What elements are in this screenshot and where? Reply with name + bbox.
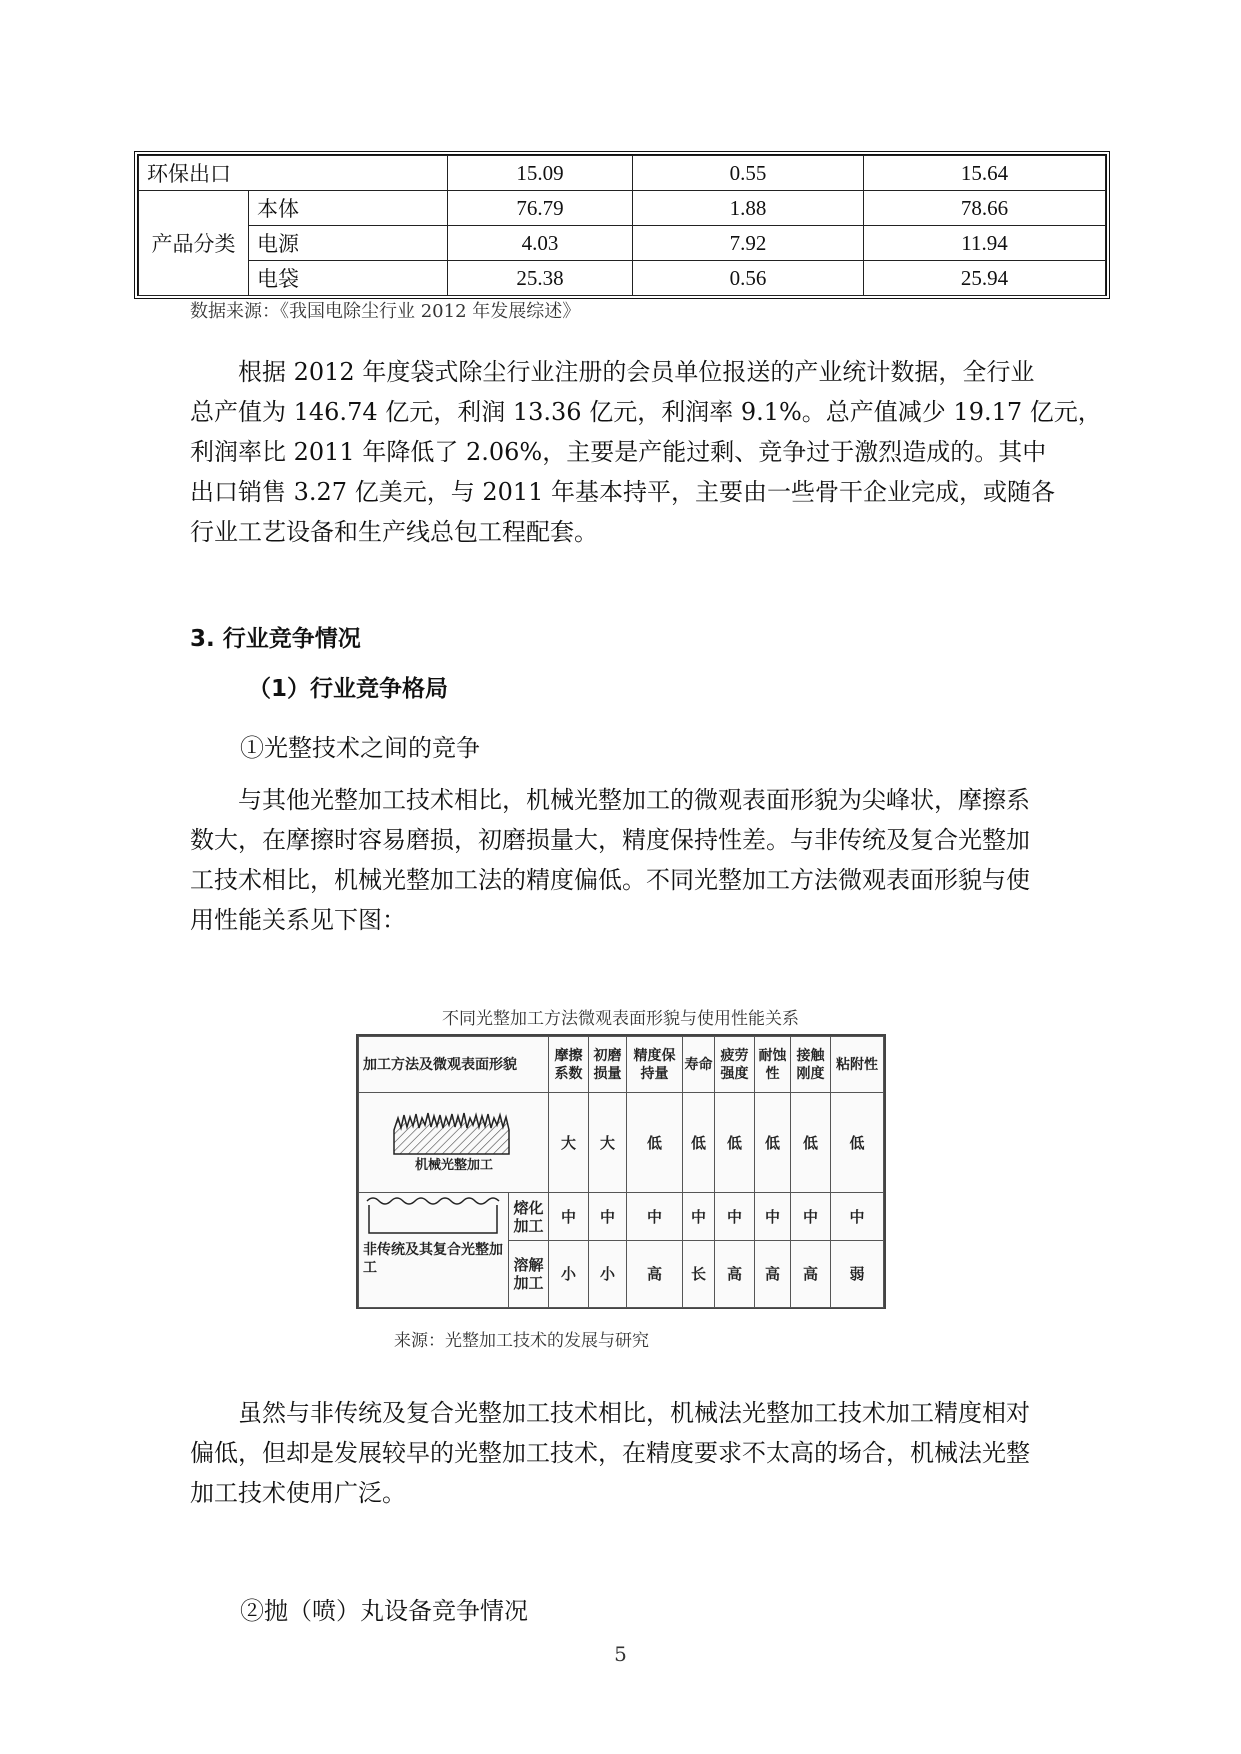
nontraditional-surface-cell [359, 1193, 509, 1308]
sub-row-label: 熔化加工 [509, 1193, 549, 1241]
table-cell: 0.55 [633, 156, 864, 191]
figure-header: 初磨损量 [589, 1037, 627, 1093]
paragraph-line: 与其他光整加工技术相比，机械光整加工的微观表面形貌为尖峰状，摩擦系 [238, 786, 1030, 814]
figure-header: 摩擦系数 [549, 1037, 589, 1093]
paragraph-line: 偏低，但却是发展较早的光整加工技术，在精度要求不太高的场合，机械法光整 [190, 1439, 1030, 1467]
paragraph-industry-output [190, 352, 1102, 552]
group-label: 产品分类 [139, 191, 249, 296]
row-label: 电袋 [249, 261, 448, 296]
figure-cell: 高 [627, 1241, 683, 1308]
figure-row-mechanical [359, 1093, 884, 1193]
figure-header: 精度保持量 [627, 1037, 683, 1093]
section-heading: 3. 行业竞争情况 [190, 626, 361, 652]
table-cell: 25.38 [448, 261, 633, 296]
nontraditional-label: 非传统及其复合光整加工 [363, 1242, 503, 1276]
table-source-note: 数据来源：《我国电除尘行业 2012 年发展综述》 [190, 301, 581, 322]
figure-header-row [359, 1037, 884, 1093]
table-row [139, 261, 1106, 296]
table-cell: 1.88 [633, 191, 864, 226]
row-label: 电源 [249, 226, 448, 261]
figure-header-first: 加工方法及微观表面形貌 [359, 1037, 549, 1093]
paragraph-line: 加工技术使用广泛。 [190, 1479, 406, 1507]
table-cell: 11.94 [864, 226, 1106, 261]
paragraph-line: 工技术相比，机械光整加工法的精度偏低。不同光整加工方法微观表面形貌与使 [190, 866, 1030, 894]
figure-cell: 低 [755, 1093, 791, 1193]
paragraph-line: 出口销售 3.27 亿美元，与 2011 年基本持平，主要由一些骨干企业完成，或随各 [190, 478, 1056, 506]
row-label: 本体 [249, 191, 448, 226]
figure-cell: 低 [791, 1093, 831, 1193]
figure-cell: 中 [589, 1193, 627, 1241]
table-row [139, 156, 1106, 191]
row-label: 环保出口 [139, 156, 448, 191]
table-cell: 76.79 [448, 191, 633, 226]
figure-cell: 大 [549, 1093, 589, 1193]
figure-cell: 小 [549, 1241, 589, 1308]
figure-cell: 低 [715, 1093, 755, 1193]
page-number: 5 [614, 1642, 627, 1666]
figure-header: 耐蚀性 [755, 1037, 791, 1093]
paragraph-line: 总产值为 146.74 亿元，利润 13.36 亿元，利润率 9.1%。总产值减少 19.17 亿元， [190, 398, 1102, 426]
table-cell: 4.03 [448, 226, 633, 261]
figure-source-note: 来源：光整加工技术的发展与研究 [394, 1331, 649, 1351]
figure-cell: 低 [831, 1093, 884, 1193]
figure-cell: 弱 [831, 1241, 884, 1308]
table-cell: 15.09 [448, 156, 633, 191]
figure-cell: 低 [683, 1093, 715, 1193]
table-cell: 25.94 [864, 261, 1106, 296]
paragraph-line: 行业工艺设备和生产线总包工程配套。 [190, 518, 598, 546]
figure-cell: 长 [683, 1241, 715, 1308]
wavy-surface-profile-icon [361, 1193, 507, 1237]
paragraph-line: 数大，在摩擦时容易磨损，初磨损量大，精度保持性差。与非传统及复合光整加 [190, 826, 1030, 854]
industry-data-table [134, 151, 1110, 299]
figure-cell: 大 [589, 1093, 627, 1193]
figure-cell: 高 [755, 1241, 791, 1308]
table-row [139, 226, 1106, 261]
figure-header: 粘附性 [831, 1037, 884, 1093]
figure-cell: 中 [755, 1193, 791, 1241]
list-item-heading: ②抛（喷）丸设备竞争情况 [240, 1597, 528, 1625]
paragraph-line: 虽然与非传统及复合光整加工技术相比，机械法光整加工技术加工精度相对 [238, 1399, 1030, 1427]
figure-header: 疲劳强度 [715, 1037, 755, 1093]
sub-row-label: 溶解加工 [509, 1241, 549, 1308]
paragraph-line: 用性能关系见下图： [190, 906, 406, 934]
figure-cell: 低 [627, 1093, 683, 1193]
finishing-methods-figure [356, 1034, 886, 1309]
paragraph-finishing-comparison [190, 780, 1065, 940]
figure-cell: 中 [627, 1193, 683, 1241]
paragraph-mechanical-usage [190, 1393, 1065, 1513]
figure-cell: 中 [831, 1193, 884, 1241]
table-cell: 78.66 [864, 191, 1106, 226]
table-row [139, 191, 1106, 226]
figure-cell: 中 [549, 1193, 589, 1241]
subsection-heading: （1）行业竞争格局 [248, 676, 449, 702]
figure-header: 寿命 [683, 1037, 715, 1093]
mechanical-surface-cell [359, 1093, 549, 1193]
figure-header: 接触刚度 [791, 1037, 831, 1093]
spiky-surface-profile-icon [384, 1110, 524, 1172]
figure-cell: 高 [791, 1241, 831, 1308]
mechanical-label: 机械光整加工 [414, 1157, 493, 1172]
list-item-heading: ①光整技术之间的竞争 [240, 734, 480, 762]
figure-cell: 高 [715, 1241, 755, 1308]
figure-row-melting [359, 1193, 884, 1241]
table-cell: 0.56 [633, 261, 864, 296]
figure-cell: 中 [683, 1193, 715, 1241]
paragraph-line: 利润率比 2011 年降低了 2.06%，主要是产能过剩、竞争过于激烈造成的。其中 [190, 438, 1047, 466]
paragraph-line: 根据 2012 年度袋式除尘行业注册的会员单位报送的产业统计数据，全行业 [238, 358, 1035, 386]
table-cell: 15.64 [864, 156, 1106, 191]
table-cell: 7.92 [633, 226, 864, 261]
figure-cell: 中 [715, 1193, 755, 1241]
figure-title: 不同光整加工方法微观表面形貌与使用性能关系 [442, 1009, 799, 1029]
figure-cell: 小 [589, 1241, 627, 1308]
figure-cell: 中 [791, 1193, 831, 1241]
